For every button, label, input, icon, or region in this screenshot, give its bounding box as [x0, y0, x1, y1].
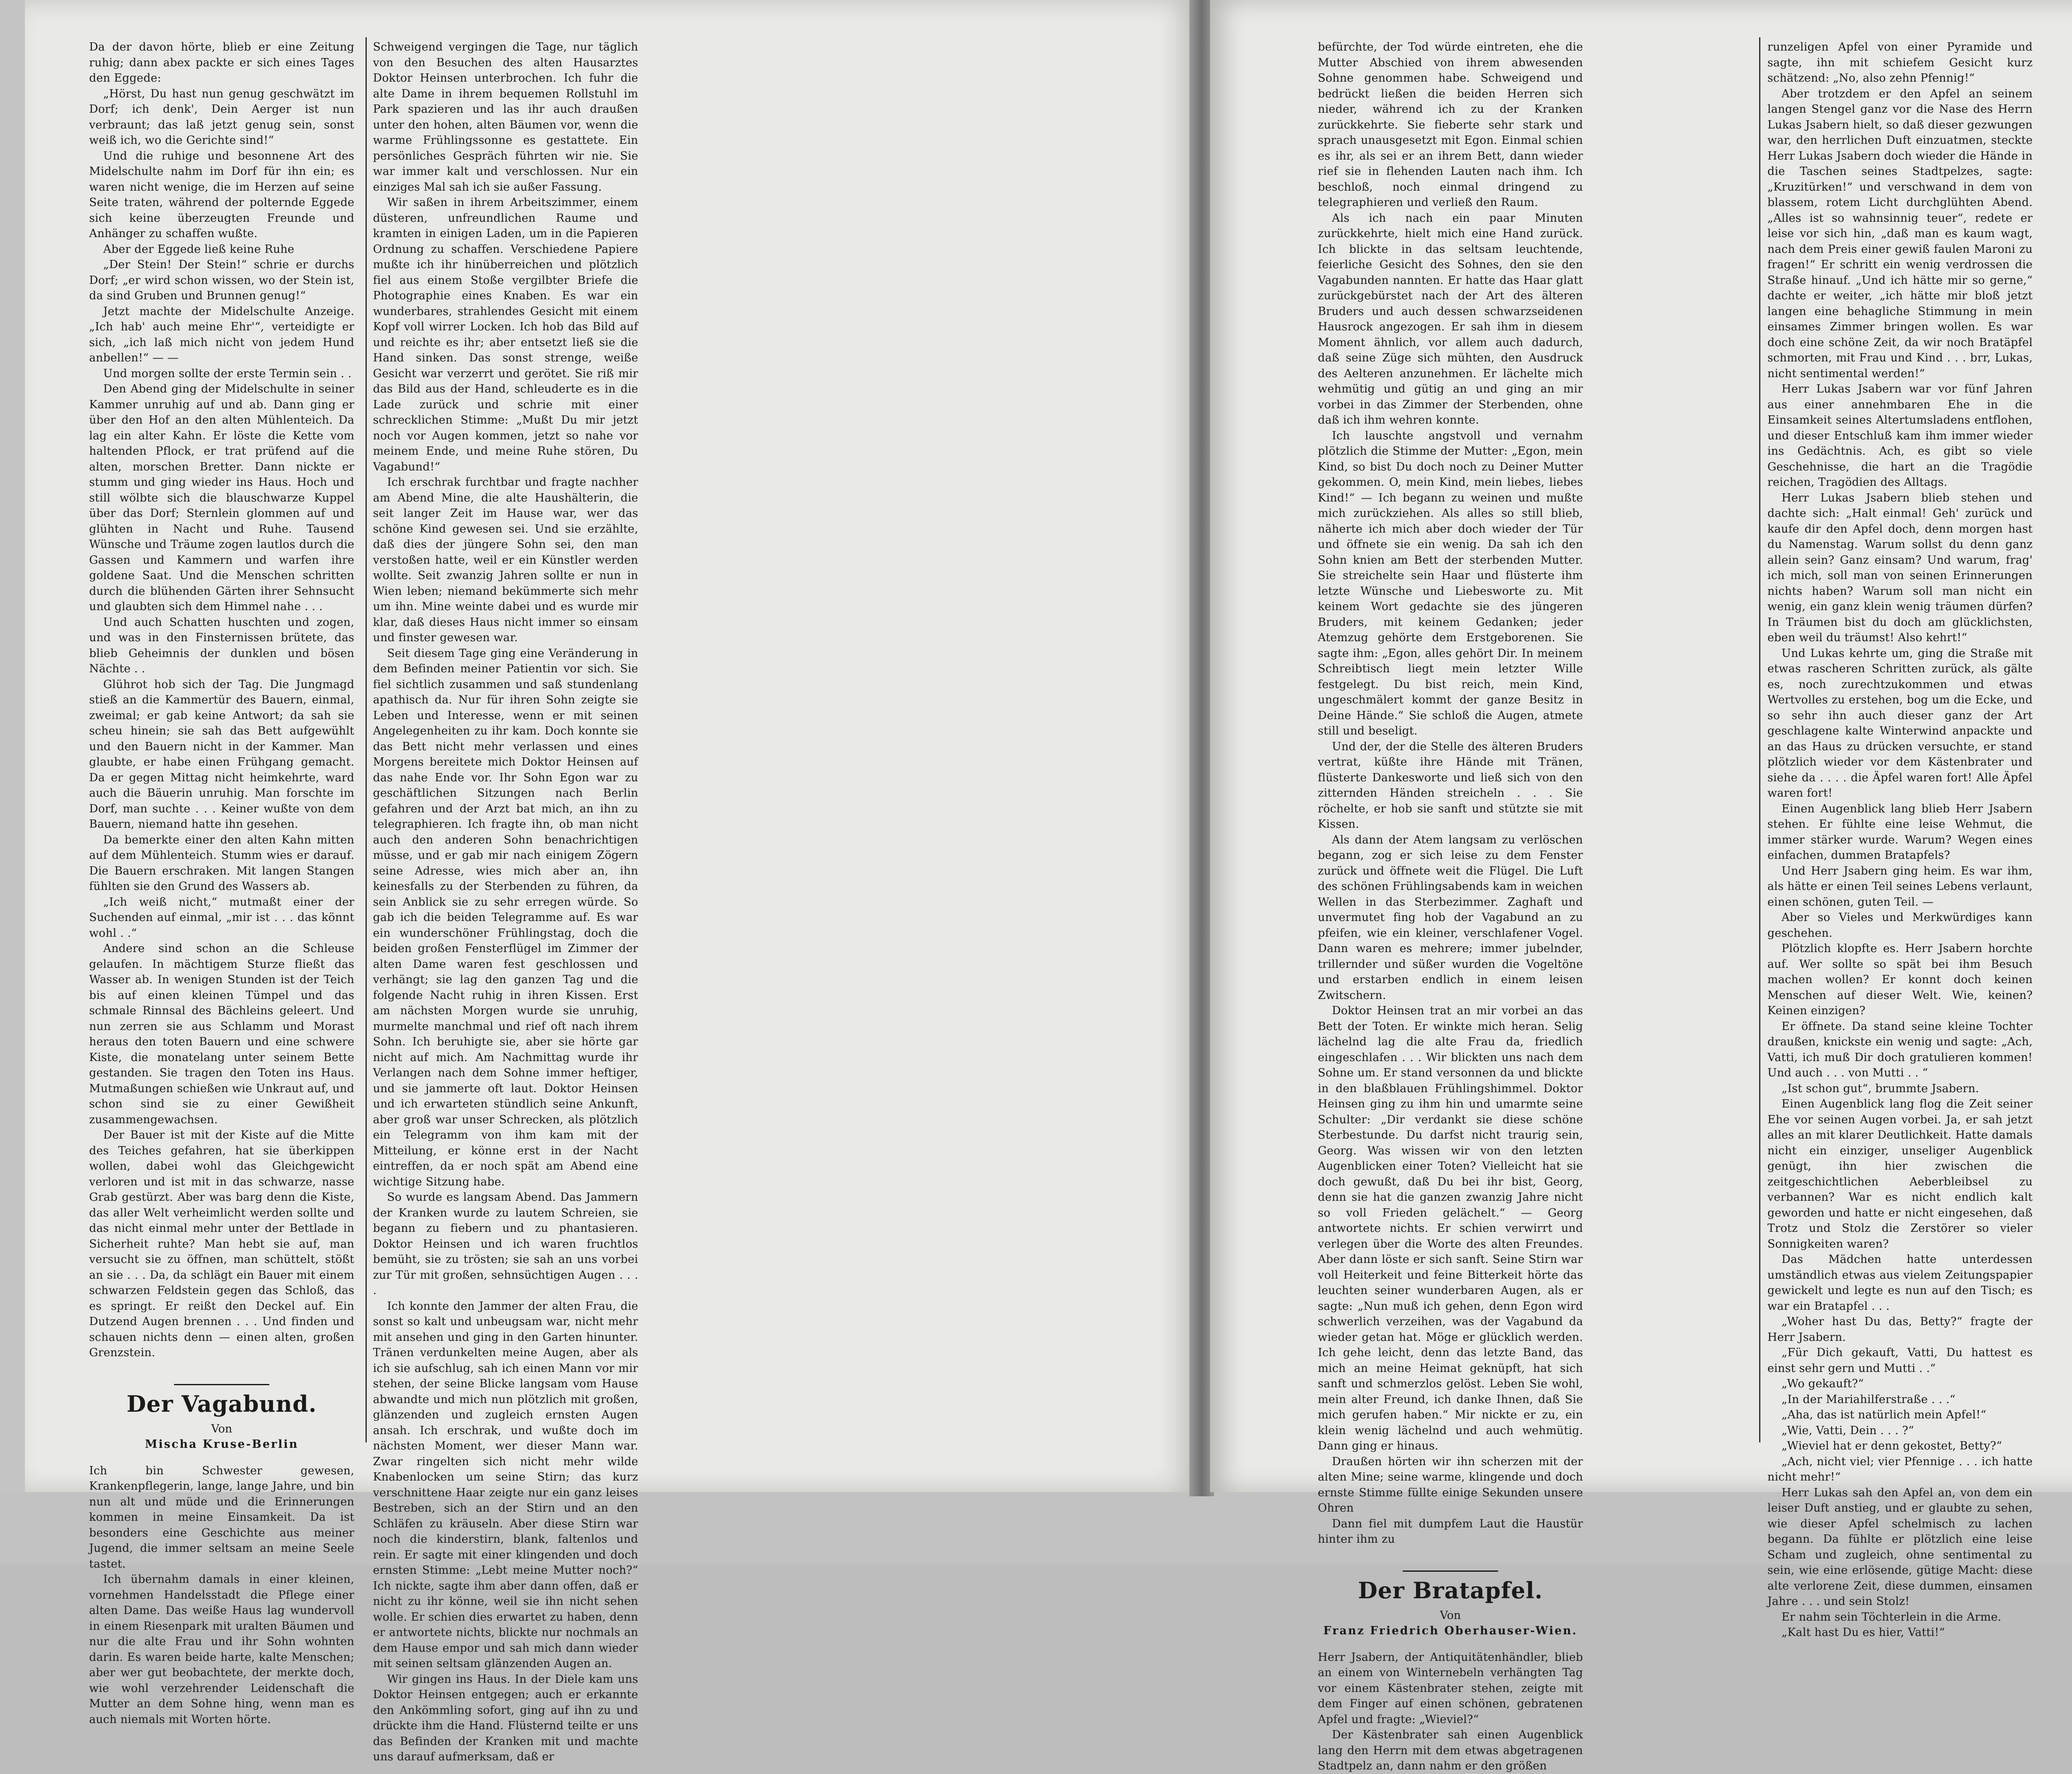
- header-rule: [1403, 1570, 1498, 1572]
- paragraph: Und auch Schatten huschten und zogen, und was in den Finsternissen brütete, das blieb Geheimnis der dunklen und bösen Nächte . .: [89, 616, 354, 675]
- paragraph: Wir saßen in ihrem Arbeitszimmer, einem düsteren, unfreundlichen Raume und kramten in einigen Laden, um in die Papieren Ordnung zu schaffen. Verschiedene Papiere mußte ich ihr hinüberreichen und plötzlich fiel aus einem Stoße vergilbter Briefe die Photographie eines Knaben. Es war ein wunderbares, strahlendes Gesicht mit einem Kopf voll wirrer Locken. Ich hob das Bild auf und reichte es ihr; aber entsetzt ließ sie die Hand sinken. Das sonst strenge, weiße Gesicht war verzerrt und gerötet. Sie riß mir das Bild aus der Hand, schleuderte es in die Lade zurück und schrie mit einer schrecklichen Stimme: „Mußt Du mir jetzt noch vor Augen kommen, jetzt so nahe vor meinem Ende, und meine Ruhe stören, Du Vagabund!“: [373, 196, 638, 473]
- left-page-column-2: [373, 39, 638, 1763]
- paragraph: Und der, der die Stelle des älteren Bruders vertrat, küßte ihre Hände mit Tränen, flüsterte Dankesworte und ließ sich von den zitternden Händen streicheln . . . Sie röchelte, er hob sie sanft und stützte sie mit Kissen.: [1318, 740, 1583, 831]
- paragraph: befürchte, der Tod würde eintreten, ehe die Mutter Abschied von ihrem abwesenden Sohne genommen habe. Schweigend und bedrückt ließen die beiden Herren sich nieder, während ich zu der Kranken zurückkehrte. Sie fieberte sehr stark und sprach unausgesetzt mit Egon. Einmal schien es ihr, als sei er an ihrem Bett, dann wieder rief sie in flehenden Lauten nach ihm. Ich beschloß, noch einmal dringend zu telegraphieren und verließ den Raum.: [1318, 41, 1583, 209]
- story-header-bratapfel: [1318, 1570, 1583, 1639]
- paragraph: „Wie, Vatti, Dein . . . ?“: [1782, 1424, 1914, 1437]
- paragraph: Herr Jsabern, der Antiquitätenhändler, blieb an einem von Winternebeln verhängten Tag vor einem Kästenbrater stehen, zeigte mit dem Finger auf einen schönen, gebratenen Apfel und fragte: „Wieviel?“: [1318, 1650, 1583, 1726]
- story-author: Franz Friedrich Oberhauser-Wien.: [1323, 1624, 1578, 1637]
- paragraph: Ich konnte den Jammer der alten Frau, die sonst so kalt und unbeugsam war, nicht mehr mit ansehen und ging in den Garten hinunter. Tränen verdunkelten meine Augen, aber als ich sie aufschlug, sah ich einen Mann vor mir stehen, der seine Blicke langsam vom Hause abwandte und mich nun plötzlich mit großen, glänzenden und zugleich ernsten Augen ansah. Ich erschrak, und wußte doch im nächsten Moment, wer dieser Mann war. Zwar ringelten sich nicht mehr wilde Knabenlocken um seine Stirn; das kurz verschnittene Haar zeigte nur ein ganz leises Bestreben, sich an der Stirn und an den Schläfen zu kräuseln. Aber diese Stirn war noch die kinderstirn, blank, faltenlos und rein. Er sagte mit einer klingenden und doch ernsten Stimme: „Lebt meine Mutter noch?“ Ich nickte, sagte ihm aber dann offen, daß er nicht zu ihr könne, weil sie ihn nicht sehen wolle. Er schien dies erwartet zu haben, denn er antwortete nichts, blickte nur nochmals an dem Hause empor und sah mich dann wieder mit seinen seltsam glänzenden Augen an.: [373, 1299, 638, 1670]
- paragraph: „Kalt hast Du es hier, Vatti!“: [1782, 1626, 1945, 1639]
- paragraph: „Ach, nicht viel; vier Pfennige . . . ich hatte nicht mehr!“: [1767, 1455, 2033, 1483]
- paragraph: „Hörst, Du hast nun genug geschwätzt im Dorf; ich denk', Dein Aerger ist nun verbraunt; das laß jetzt genug sein, sonst weiß ich, wo die Gerichte sind!“: [89, 87, 354, 147]
- story-von: Von: [211, 1422, 232, 1435]
- paragraph: „In der Mariahilferstraße . . .“: [1782, 1393, 1956, 1406]
- paragraph: Einen Augenblick lang blieb Herr Jsabern stehen. Er fühlte eine leise Wehmut, die immer stärker wurde. Warum? Wegen eines einfachen, dummen Bratapfels?: [1767, 802, 2033, 862]
- paragraph: Glührot hob sich der Tag. Die Jungmagd stieß an die Kammertür des Bauern, einmal, zweimal; er gab keine Antwort; da sah sie scheu hinein; sie sah das Bett aufgewühlt und den Bauern nicht in der Kammer. Man glaubte, er habe einen Frühgang gemacht. Da er gegen Mittag nicht heimkehrte, ward auch die Bäuerin unruhig. Man forschte im Dorf, man suchte . . . Keiner wußte von dem Bauern, niemand hatte ihn gesehen.: [89, 678, 354, 831]
- paragraph: Wir gingen ins Haus. In der Diele kam uns Doktor Heinsen entgegen; auch er erkannte den Ankömmling sofort, ging auf ihn zu und drückte ihm die Hand. Flüsternd teilte er uns das Befinden der Kranken mit und machte uns darauf aufmerksam, daß er: [373, 1672, 638, 1763]
- paragraph: Einen Augenblick lang flog die Zeit seiner Ehe vor seinen Augen vorbei. Ja, er sah jetzt alles an mit klarer Deutlichkeit. Hatte damals nicht ein einziger, unseliger Augenblick genügt, ihn hier zwischen die zeitgeschichtlichen Aeberbleibsel zu verbannen? War es nicht endlich kalt geworden und hatte er nicht eingesehen, daß Trotz und Stolz die Zerstörer so vieler Sonnigkeiten waren?: [1767, 1098, 2033, 1251]
- left-page: [25, 0, 1193, 1763]
- header-rule: [174, 1384, 269, 1385]
- paragraph: Ich übernahm damals in einer kleinen, vornehmen Handelsstadt die Pflege einer alten Dame. Das weiße Haus lag wundervoll in einem Riesenpark mit uralten Bäumen und nur die alte Frau und ihr Sohn wohnten darin. Es waren beide harte, kalte Menschen; aber wer gut beobachtete, der merkte doch, wie wohl verzehrender Leidenschaft die Mutter an dem Sohne hing, wenn man es auch niemals mit Worten hörte.: [89, 1573, 354, 1726]
- paragraph: Er öffnete. Da stand seine kleine Tochter draußen, knickste ein wenig und sagte: „Ach, Vatti, ich muß Dir doch gratulieren kommen! Und auch . . . von Mutti . . “: [1767, 1020, 2033, 1079]
- paragraph: Und Lukas kehrte um, ging die Straße mit etwas rascheren Schritten zurück, als gälte es, noch zurechtzukommen und etwas Wertvolles zu erstehen, bog um die Ecke, und so sehr ihn auch dieser ganz der Art geschlagene kalte Winterwind anpackte und an das Haus zu drücken versuchte, er stand plötzlich wieder vor dem Kästenbrater und siehe da . . . . die Äpfel waren fort! Alle Äpfel waren fort!: [1767, 647, 2033, 800]
- column-3-text: [1318, 39, 1583, 1547]
- column-divider: [366, 37, 367, 1442]
- paragraph: Herr Lukas Jsabern blieb stehen und dachte sich: „Halt einmal! Geh' zurück und kaufe dir den Apfel doch, denn morgen hast du Namenstag. Warum sollst du denn ganz allein sein? Ganz einsam? Und warum, frag' ich mich, soll man von seinen Erinnerungen nichts haben? Warum soll man nicht ein wenig, ein ganz klein wenig träumen dürfen? In Träumen bist du doch am glücklichsten, eben weil du träumst! Also kehrt!“: [1767, 491, 2033, 644]
- paragraph: Und Herr Jsabern ging heim. Es war ihm, als hätte er einen Teil seines Lebens verlaunt, einen schönen, guten Teil. —: [1767, 864, 2033, 909]
- paragraph: Jetzt machte der Midelschulte Anzeige. „Ich hab' auch meine Ehr'“, verteidigte er sich, „ich laß mich nicht von jedem Hund anbellen!“ — —: [89, 305, 354, 364]
- paragraph: Das Mädchen hatte unterdessen umständlich etwas aus vielem Zeitungspapier gewickelt und legte es nun auf den Tisch; es war ein Bratapfel . . .: [1767, 1253, 2033, 1313]
- paragraph: Ich lauschte angstvoll und vernahm plötzlich die Stimme der Mutter: „Egon, mein Kind, so bist Du doch noch zu Deiner Mutter gekommen. O, mein Kind, mein liebes, liebes Kind!“ — Ich begann zu weinen und mußte mich zurückziehen. Als alles so still blieb, näherte ich mich aber doch wieder der Tür und öffnete sie ein wenig. Da sah ich den Sohn knien am Bett der sterbenden Mutter. Sie streichelte sein Haar und flüsterte ihm letzte Wünsche und Liebesworte zu. Mit keinem Wort gedachte sie des jüngeren Bruders, mit keinem Gedanken; jeder Atemzug gehörte dem Erstgeborenen. Sie sagte ihm: „Egon, alles gehört Dir. In meinem Schreibtisch liegt mein letzter Wille festgelegt. Du bist reich, mein Kind, ungeschmälert kommt der ganze Besitz in Deine Hände.“ Sie schloß die Augen, atmete still und beseligt.: [1318, 429, 1583, 737]
- paragraph: Aber der Eggede ließ keine Ruhe: [103, 242, 295, 256]
- story-header-vagabund: [89, 1384, 354, 1452]
- paragraph: Und morgen sollte der erste Termin sein . .: [103, 367, 352, 380]
- story-von: Von: [1440, 1609, 1461, 1622]
- paragraph: Herr Lukas sah den Apfel an, von dem ein leiser Duft anstieg, und er glaubte zu sehen, wie dieser Apfel schelmisch zu lachen begann. Da fühlte er plötzlich eine leise Scham und zugleich, ohne sentimental zu sein, wie eine erlösende, gütige Macht: diese alte verlorene Zeit, diese dummen, einsamen Jahre . . . und sein Stolz!: [1767, 1486, 2033, 1608]
- paragraph: Plötzlich klopfte es. Herr Jsabern horchte auf. Wer sollte so spät bei ihm Besuch machen wollen? Er konnt doch keinen Menschen auf dieser Welt. Wie, keinen? Keinen einzigen?: [1767, 942, 2033, 1017]
- paragraph: Andere sind schon an die Schleuse gelaufen. In mächtigem Sturze fließt das Wasser ab. In wenigen Stunden ist der Teich bis auf einen kleinen Tümpel und das schmale Rinnsal des Bächleins geleert. Und nun zerren sie aus Schlamm und Morast heraus den toten Bauern und eine schwere Kiste, die monatelang unter seinem Bette gestanden. Sie tragen den Toten ins Haus. Mutmaßungen schießen wie Unkraut auf, und schon sind sie zu einer Gewißheit zusammengewachsen.: [89, 942, 354, 1126]
- paragraph: Schweigend vergingen die Tage, nur täglich von den Besuchen des alten Hausarztes Doktor Heinsen unterbrochen. Ich fuhr die alte Dame in ihrem bequemen Rollstuhl im Park spazieren und las ihr auch draußen unter den hohen, alten Bäumen vor, wenn die warme Frühlingssonne es gestattete. Ein persönliches Gespräch führten wir nie. Sie war immer kalt und verschlossen. Nur ein einziges Mal sah ich sie außer Fassung.: [373, 41, 638, 194]
- paragraph: Draußen hörten wir ihn scherzen mit der alten Mine; seine warme, klingende und doch ernste Stimme füllte einige Sekunden unsere Ohren: [1318, 1455, 1583, 1515]
- paragraph: Aber trotzdem er den Apfel an seinem langen Stengel ganz vor die Nase des Herrn Lukas Jsabern hielt, so daß dieser gezwungen war, den herrlichen Duft einzuatmen, steckte Herr Lukas Jsabern doch wieder die Hände in die Taschen seines Stadtpelzes, sagte: „Kruzitürken!“ und verschwand in dem von blassem, rotem Licht durchglühten Abend. „Alles ist so wahnsinnig teuer“, redete er leise vor sich hin, „daß man es kaum wagt, nach dem Preis einer gewiß faulen Maroni zu fragen!“ Er schritt ein wenig verdrossen die Straße hinauf. „Und ich hätte mir so gerne,“ dachte er weiter, „ich hätte mir bloß jetzt langen eine behagliche Stimmung in mein einsames Zimmer bringen wollen. Es war doch eine schöne Zeit, da wir noch Bratäpfel schmorten, mit Frau und Kind . . . brr, Lukas, nicht sentimental werden!“: [1767, 87, 2033, 380]
- paragraph: Er nahm sein Töchterlein in die Arme.: [1782, 1610, 2002, 1624]
- column-1-story-text: [89, 1463, 354, 1728]
- paragraph: So wurde es langsam Abend. Das Jammern der Kranken wurde zu lautem Schreien, sie begann zu fiebern und zu phantasieren. Doktor Heinsen und ich waren fruchtlos bemüht, sie zu trösten; sie sah an uns vorbei zur Tür mit großen, sehnsüchtigen Augen . . . .: [373, 1191, 638, 1297]
- paragraph: Seit diesem Tage ging eine Veränderung in dem Befinden meiner Patientin vor sich. Sie fiel sichtlich zusammen und saß stundenlang apathisch da. Nur für ihren Sohn zeigte sie Leben und Interesse, wenn er mit seinen Angelegenheiten zu ihr kam. Doch konnte sie das Bett nicht mehr verlassen und eines Morgens bereitete mich Doktor Heinsen auf das nahe Ende vor. Ihr Sohn Egon war zu geschäftlichen Sitzungen nach Berlin gefahren und der Arzt bat mich, an ihn zu telegraphieren. Ich fragte ihn, ob man nicht auch den anderen Sohn benachrichtigen müsse, und er gab mir nach einigem Zögern seine Adresse, wies mich aber an, ihn keinesfalls zu der Sterbenden zu führen, da sein Anblick sie zu sehr erregen würde. So gab ich die beiden Telegramme auf. Es war ein wunderschöner Frühlingstag, doch die beiden großen Fensterflügel im Zimmer der alten Dame waren fest geschlossen und verhängt; sie lag den ganzen Tag und die folgende Nacht ruhig in ihren Kissen. Erst am nächsten Morgen wurde sie unruhig, murmelte manchmal und rief oft nach ihrem Sohn. Ich beruhigte sie, aber sie hörte gar nicht auf mich. Am Nachmittag wurde ihr Verlangen nach dem Sohne immer heftiger, und sie jammerte oft laut. Doktor Heinsen und ich erwarteten stündlich seine Ankunft, aber groß war unser Schrecken, als plötzlich ein Telegramm von ihm kam mit der Mitteilung, er könne erst in der Nacht eintreffen, da er noch spät am Abend eine wichtige Sitzung habe.: [373, 647, 638, 1188]
- column-2-text: [373, 39, 638, 1765]
- paragraph: Doktor Heinsen trat an mir vorbei an das Bett der Toten. Er winkte mich heran. Selig lächelnd lag die alte Frau da, friedlich eingeschlafen . . . Wir blickten uns nach dem Sohne um. Er stand versonnen da und blickte in den blaßblauen Frühlingshimmel. Doktor Heinsen ging zu ihm hin und umarmte seine Schulter: „Dir verdankt sie diese schöne Sterbestunde. Du darfst nicht traurig sein, Georg. Was wissen wir von den letzten Augenblicken einer Toten? Vielleicht hat sie doch gewußt, daß Du bei ihr bist, Georg, denn sie hat die ganzen zwanzig Jahre nicht so voll Frieden gelächelt.“ — Georg antwortete nichts. Er schien verwirrt und verlegen über die Worte des alten Freundes. Aber dann löste er sich sanft. Seine Stirn war voll Heiterkeit und feine Bitterkeit hörte das leuchten seiner wunderbaren Augen, als er sagte: „Nun muß ich gehen, denn Egon wird schwerlich verzeihen, was der Vagabund da wieder getan hat. Möge er glücklich werden. Ich gehe leicht, denn das letzte Band, das mich an meine Heimat geknüpft, hat sich sanft und schmerzlos gelöst. Leben Sie wohl, mein alter Freund, ich danke Ihnen, daß Sie mich gerufen haben.“ Mir nickte er zu, ein klein wenig lächelnd und auch wehmütig. Dann ging er hinaus.: [1318, 1004, 1583, 1452]
- paragraph: „Ich weiß nicht,“ mutmaßt einer der Suchenden auf einmal, „mir ist . . . das könnt wohl . .“: [89, 895, 354, 940]
- paragraph: Der Bauer ist mit der Kiste auf die Mitte des Teiches gefahren, hat sie überkippen wollen, dabei wohl das Gleichgewicht verloren und ist mit in das schwarze, nasse Grab gestürzt. Aber was barg denn die Kiste, das aller Welt verheimlicht werden sollte und das nicht einmal mehr unter der Bettlade in Sicherheit ruhte? Man hebt sie auf, man versucht sie zu öffnen, man schüttelt, stößt an sie . . . Da, da schlägt ein Bauer mit einem schwarzen Feldstein gegen das Schloß, das es springt. Er reißt den Deckel auf. Ein Dutzend Augen brennen . . . Und finden und schauen nichts denn — einen alten, großen Grenzstein.: [89, 1129, 354, 1359]
- story-author: Mischa Kruse-Berlin: [145, 1437, 299, 1451]
- paragraph: Als dann der Atem langsam zu verlöschen begann, zog er sich leise zu dem Fenster zurück und öffnete weit die Flügel. Die Luft des schönen Frühlingsabends kam in weichen Wellen in das Sterbezimmer. Zaghaft und unvermutet fing hob der Vagabund an zu pfeifen, wie ein kleiner, verschlafener Vogel. Dann waren es mehrere; immer jubelnder, trillernder und süßer wurden die Vogeltöne und erstarben endlich in einem leisen Zwitschern.: [1318, 833, 1583, 1002]
- paragraph: „Für Dich gekauft, Vatti, Du hattest es einst sehr gern und Mutti . .“: [1767, 1346, 2033, 1375]
- paragraph: Und die ruhige und besonnene Art des Midelschulte nahm im Dorf für ihn ein; es waren nicht wenige, die im Herzen auf seine Seite traten, während der polternde Eggede sich keine überzeugten Freunde und Anhänger zu schaffen wußte.: [89, 149, 354, 240]
- paragraph: Der Kästenbrater sah einen Augenblick lang den Herrn mit dem etwas abgetragenen Stadtpelz an, dann nahm er den größen: [1318, 1728, 1583, 1772]
- paragraph: Dann fiel mit dumpfem Laut die Haustür hinter ihm zu: [1318, 1517, 1583, 1546]
- paragraph: „Aha, das ist natürlich mein Apfel!“: [1782, 1408, 1987, 1421]
- right-page-column-1: [1318, 39, 1583, 1772]
- paragraph: Aber so Vieles und Merkwürdiges kann geschehen.: [1767, 911, 2033, 940]
- paragraph: runzeligen Apfel von einer Pyramide und sagte, ihn mit schiefem Gesicht kurz schätzend: „No, also zehn Pfennig!“: [1767, 41, 2033, 85]
- right-page-column-2: [1767, 39, 2033, 1639]
- paragraph: Ich erschrak furchtbar und fragte nachher am Abend Mine, die alte Haushälterin, die seit langer Zeit im Hause war, wer das schöne Kind gewesen sei. Und sie erzählte, daß dies der jüngere Sohn sei, den man verstoßen hatte, weil er ein Künstler werden wollte. Seit zwanzig Jahren sollte er nun in Wien leben; niemand bekümmerte sich mehr um ihn. Mine weinte dabei und es wurde mir klar, daß dieses Haus nicht immer so einsam und finster gewesen war.: [373, 476, 638, 644]
- paragraph: Herr Lukas Jsabern war vor fünf Jahren aus einer annehmbaren Ehe in die Einsamkeit seines Altertumsladens entflohen, und dieser Entschluß kam ihm immer wieder ins Gedächtnis. Ach, es gibt so viele Geschehnisse, die hart an die Tragödie reichen, Tragödien des Alltags.: [1767, 383, 2033, 489]
- paragraph: „Woher hast Du das, Betty?“ fragte der Herr Jsabern.: [1767, 1315, 2033, 1344]
- left-page-column-1: [89, 39, 354, 1726]
- paragraph: Den Abend ging der Midelschulte in seiner Kammer unruhig auf und ab. Dann ging er über den Hof an den alten Mühlenteich. Da lag ein alter Kahn. Er löste die Kette vom haltenden Pflock, er trat prüfend auf die alten, morschen Bretter. Dann nickte er stumm und ging wieder ins Haus. Hoch und still wölbte sich die blauschwarze Kuppel über das Dorf; Sternlein glommen auf und glühten in Nacht und Ruhe. Tausend Wünsche und Träume zogen lautlos durch die Gassen und Kammern und warfen ihre goldene Saat. Und die Menschen schritten durch die blühenden Gärten ihrer Sehnsucht und glaubten sich dem Himmel nahe . . .: [89, 383, 354, 613]
- paragraph: „Wo gekauft?“: [1782, 1377, 1864, 1390]
- paragraph: „Ist schon gut“, brummte Jsabern.: [1782, 1082, 1979, 1095]
- paragraph: Ich bin Schwester gewesen, Krankenpflegerin, lange, lange Jahre, und bin nun alt und müde und die Erinnerungen kommen in meine Einsamkeit. Da ist besonders eine Geschichte aus meiner Jugend, die immer seltsam an meine Seele tastet.: [89, 1464, 354, 1570]
- story-title: Der Bratapfel.: [1358, 1577, 1543, 1604]
- column-divider: [1759, 37, 1760, 1442]
- column-3-story-text: [1318, 1650, 1583, 1774]
- paragraph: „Der Stein! Der Stein!“ schrie er durchs Dorf; „er wird schon wissen, wo der Stein ist, da sind Gruben und Brunnen genug!“: [89, 258, 354, 302]
- paragraph: Da bemerkte einer den alten Kahn mitten auf dem Mühlenteich. Stumm wies er darauf. Die Bauern erschraken. Mit langen Stangen fühlten sie den Grund des Wassers ab.: [89, 833, 354, 893]
- paragraph: Da der davon hörte, blieb er eine Zeitung ruhig; dann abex packte er sich eines Tages den Eggede:: [89, 41, 354, 85]
- right-page: [1210, 0, 2072, 1772]
- column-4-text: [1767, 39, 2033, 1641]
- paragraph: Als ich nach ein paar Minuten zurückkehrte, hielt mich eine Hand zurück. Ich blickte in das seltsam leuchtende, feierliche Gesicht des Sohnes, den sie den Vagabunden nannten. Er hatte das Haar glatt zurückgebürstet nach der Art des älteren Bruders und auch dessen schwarzseidenen Hausrock angezogen. Er sah ihm in diesem Moment ähnlich, vor allem auch dadurch, daß seine Züge sich mühten, den Ausdruck des Aelteren anzunehmen. Er lächelte mich wehmütig und gütig an und ging an mir vorbei in das Zimmer der Sterbenden, ohne daß ich ihm wehren konnte.: [1318, 211, 1583, 427]
- story-title: Der Vagabund.: [126, 1390, 317, 1417]
- column-1-text: [89, 39, 354, 1361]
- paragraph: „Wieviel hat er denn gekostet, Betty?“: [1782, 1440, 2002, 1452]
